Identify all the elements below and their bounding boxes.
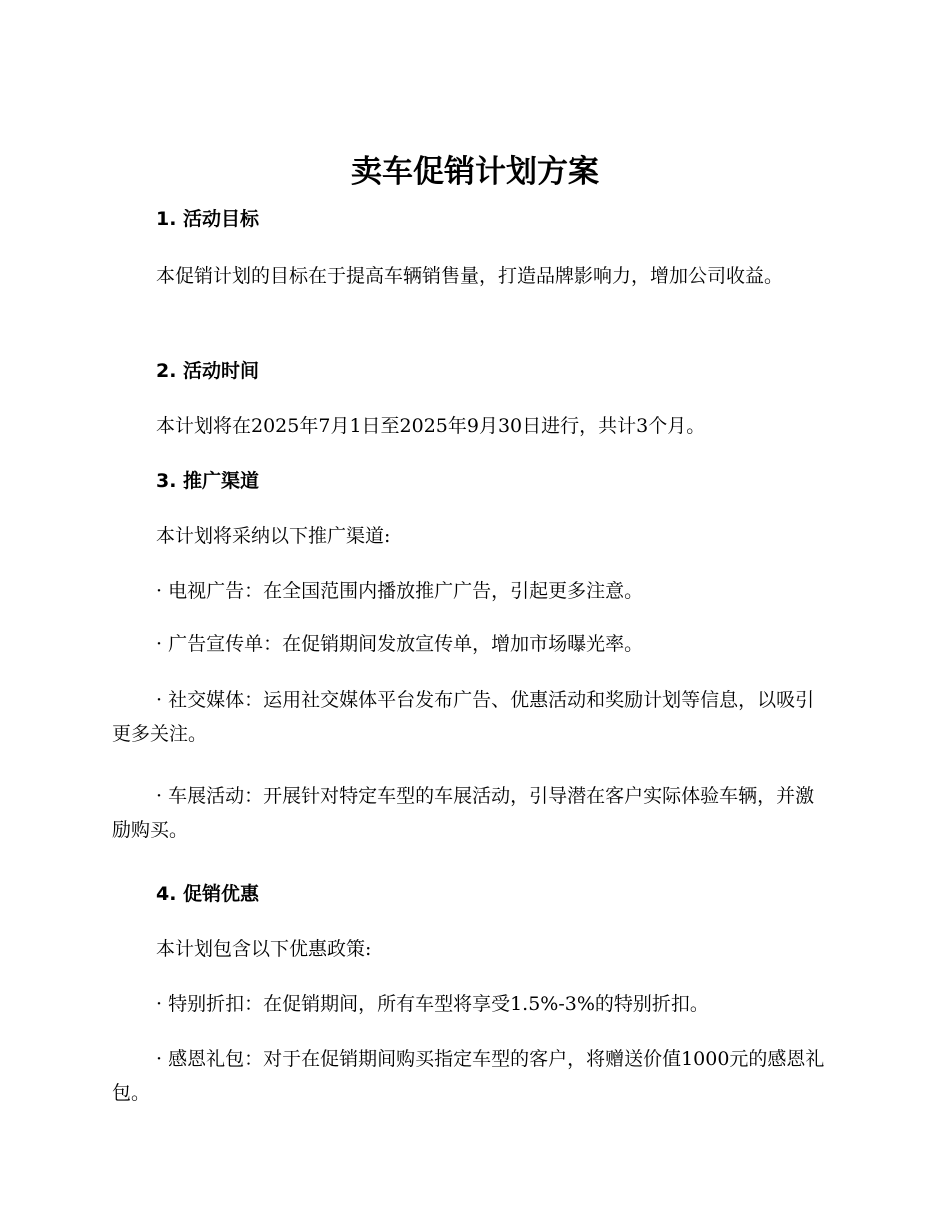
section-heading-time: 2. 活动时间 (156, 360, 260, 382)
list-item-social-media: · 社交媒体：运用社交媒体平台发布广告、优惠活动和奖励计划等信息，以吸引更多关注。 (112, 689, 815, 745)
list-item-gift-package: · 感恩礼包：对于在促销期间购买指定车型的客户，将赠送价值1000元的感恩礼包。 (112, 1048, 825, 1104)
document-title: 卖车促销计划方案 (351, 154, 599, 190)
section-heading-channels: 3. 推广渠道 (156, 470, 260, 492)
paragraph-channels-intro: 本计划将采纳以下推广渠道: (156, 525, 391, 547)
list-item-flyers: · 广告宣传单：在促销期间发放宣传单，增加市场曝光率。 (156, 633, 644, 655)
paragraph-goal: 本促销计划的目标在于提高车辆销售量，打造品牌影响力，增加公司收益。 (156, 265, 784, 287)
list-item-tv-ads: · 电视广告：在全国范围内播放推广广告，引起更多注意。 (156, 580, 644, 602)
paragraph-time: 本计划将在2025年7月1日至2025年9月30日进行，共计3个月。 (156, 415, 706, 437)
list-item-special-discount: · 特别折扣：在促销期间，所有车型将享受1.5%-3%的特别折扣。 (156, 993, 709, 1015)
list-item-auto-show: · 车展活动：开展针对特定车型的车展活动，引导潜在客户实际体验车辆，并激励购买。 (112, 785, 815, 841)
section-heading-goal: 1. 活动目标 (156, 208, 260, 230)
paragraph-offers-intro: 本计划包含以下优惠政策: (156, 938, 372, 960)
section-heading-offers: 4. 促销优惠 (156, 883, 260, 905)
